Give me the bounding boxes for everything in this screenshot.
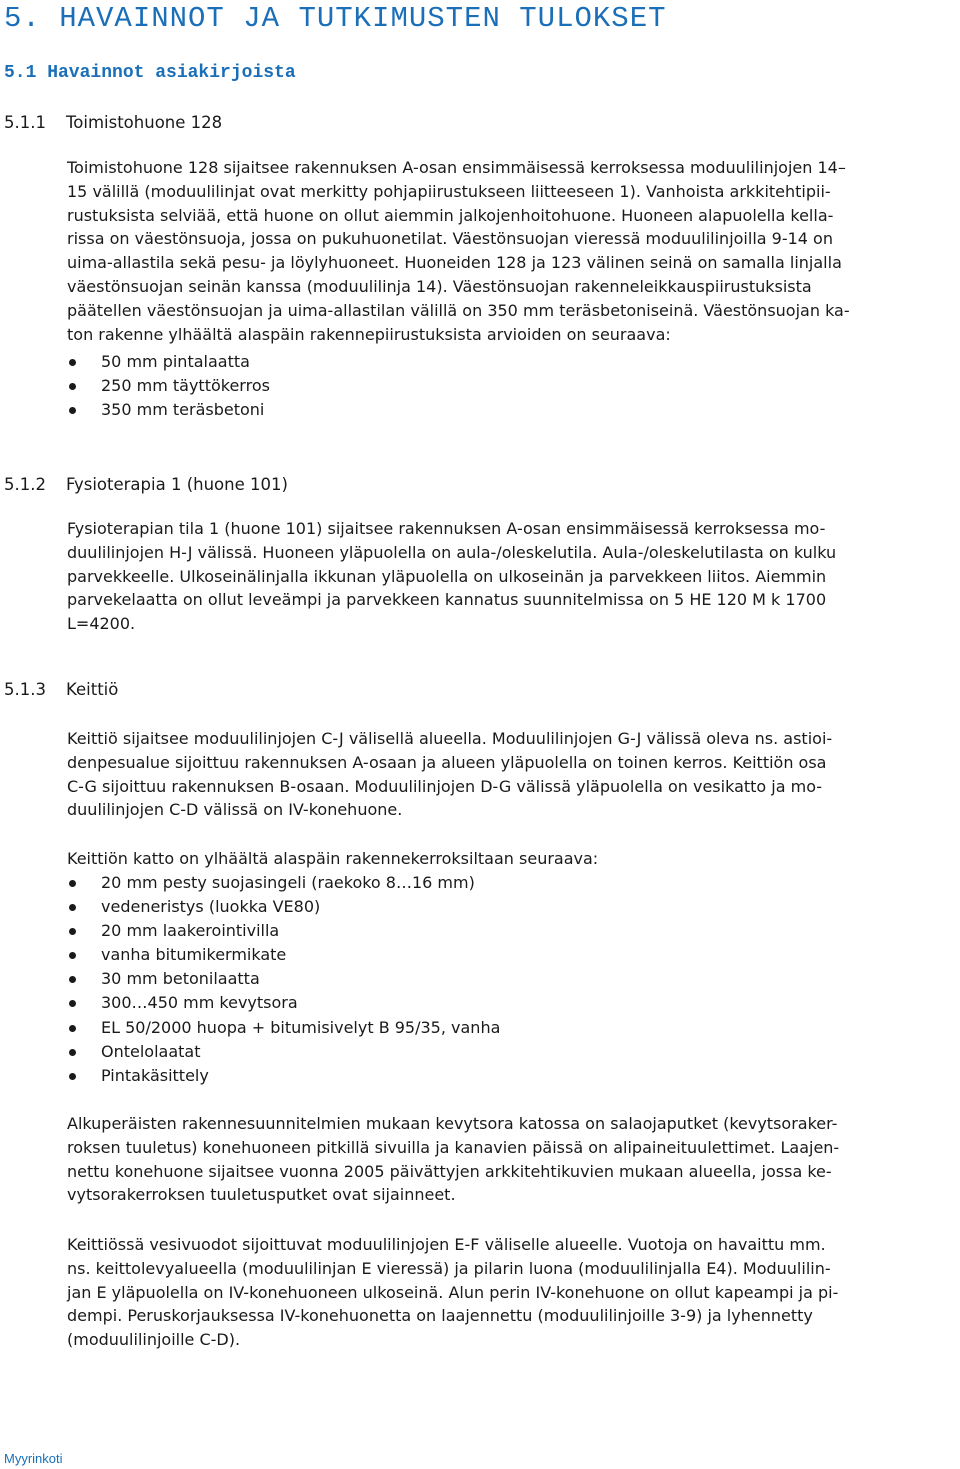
text-line: Keittiössä vesivuodot sijoittuvat moduulilinjojen E-F väliselle alueelle. Vuotoja on havaittu mm. [67, 1235, 826, 1254]
bullet-icon [69, 1025, 76, 1032]
paragraph-fysioterapia [67, 517, 957, 636]
subsection-title: Fysioterapia 1 (huone 101) [66, 475, 288, 494]
text-line: dempi. Peruskorjauksessa IV-konehuonetta on laajennettu (moduulilinjoille 3-9) ja lyhennetty [67, 1306, 813, 1326]
list-item: 300…450 mm kevytsora [67, 991, 500, 1015]
subsection-heading-5-1-2 [4, 475, 288, 494]
text-line: jan E yläpuolella on IV-konehuoneen ulkoseinä. Alun perin IV-konehuone on ollut kapeampi ja pi- [67, 1282, 839, 1302]
paragraph-toimistohuone [67, 156, 957, 346]
text-line: denpesualue sijoittuu rakennuksen A-osaan ja alueen yläpuolella on toinen kerros. Keittiön osa [67, 752, 827, 772]
paragraph-keittio-4 [67, 1233, 957, 1352]
text-line: L=4200. [67, 614, 136, 634]
text-line: Keittiö sijaitsee moduulilinjojen C-J välisellä alueella. Moduulilinjojen G-J välissä oleva ns. astioi- [67, 729, 833, 748]
list-item: 20 mm laakerointivilla [67, 919, 500, 943]
text-line: rissa on väestönsuoja, jossa on pukuhuonetilat. Väestönsuojan vieressä moduulilinjoilla 9-14 on [67, 229, 833, 249]
text-line: C-G sijoittuu rakennuksen B-osaan. Moduulilinjojen D-G välissä yläpuolella on vesikatto ja mo- [67, 776, 823, 796]
text-line: ns. keittolevyalueella (moduulilinjan E vieressä) ja pilarin luona (moduulilinjalla E4). Moduulilin- [67, 1258, 831, 1278]
text-line: vytsorakerroksen tuuletusputket ovat sijainneet. [67, 1185, 456, 1205]
bullet-icon [69, 952, 76, 959]
text-line: ton rakenne ylhäältä alaspäin rakennepiirustuksista arvioiden on seuraava: [67, 324, 671, 344]
list-item: 30 mm betonilaatta [67, 967, 500, 991]
footer-text: Myyrinkoti [4, 1451, 63, 1466]
list-item: vedeneristys (luokka VE80) [67, 895, 500, 919]
text-line: rustuksista selviää, että huone on ollut aiemmin jalkojenhoitohuone. Huoneen alapuolella kella- [67, 205, 834, 225]
paragraph-keittio-2 [67, 847, 957, 871]
text-line: väestönsuojan seinän kanssa (moduulilinja 14). Väestönsuojan rakenneleikkauspiirustuksista [67, 276, 812, 296]
bullet-icon [69, 880, 76, 887]
paragraph-keittio-1 [67, 727, 957, 822]
text-line: roksen tuuletus) konehuoneen pitkillä sivuilla ja kanavien päissä on alipaineituulettimet. Laajen- [67, 1137, 840, 1157]
bullet-icon [69, 359, 76, 366]
list-item: Ontelolaatat [67, 1040, 500, 1064]
bullet-icon [69, 407, 76, 414]
list-item: 20 mm pesty suojasingeli (raekoko 8…16 mm) [67, 871, 500, 895]
bullet-list-vss-roof [67, 350, 270, 422]
subsection-heading-5-1-1 [4, 113, 222, 132]
bullet-icon [69, 928, 76, 935]
bullet-icon [69, 383, 76, 390]
list-item: vanha bitumikermikate [67, 943, 500, 967]
text-line: uima-allastila sekä pesu- ja löylyhuoneet. Huoneiden 128 ja 123 välinen seinä on samalla linjalla [67, 253, 842, 273]
list-item: Pintakäsittely [67, 1064, 500, 1088]
list-item: EL 50/2000 huopa + bitumisivelyt B 95/35, vanha [67, 1016, 500, 1040]
subsection-number: 5.1.1 [4, 113, 46, 132]
list-item: 50 mm pintalaatta [67, 350, 270, 374]
subsection-title: Keittiö [66, 680, 119, 699]
bullet-icon [69, 904, 76, 911]
text-line: Fysioterapian tila 1 (huone 101) sijaitsee rakennuksen A-osan ensimmäisessä kerroksessa mo- [67, 519, 826, 538]
bullet-icon [69, 1000, 76, 1007]
subsection-number: 5.1.2 [4, 475, 46, 494]
text-line: duulilinjojen H-J välissä. Huoneen yläpuolella on aula-/oleskelutila. Aula-/oleskelutilasta on kulku [67, 542, 837, 562]
paragraph-keittio-3 [67, 1112, 957, 1207]
text-line: parvekkeelle. Ulkoseinälinjalla ikkunan yläpuolella on ulkoseinän ja parvekkeen liitos. Aiemmin [67, 566, 827, 586]
subsection-number: 5.1.3 [4, 680, 46, 699]
text-line: (moduulilinjoille C-D). [67, 1330, 241, 1350]
section-heading: 5.1 Havainnot asiakirjoista [4, 63, 296, 83]
bullet-icon [69, 1049, 76, 1056]
subsection-heading-5-1-3 [4, 680, 118, 699]
text-line: nettu konehuone sijaitsee vuonna 2005 päivättyjen arkkitehtikuvien mukaan alueella, jossa ke- [67, 1161, 832, 1181]
bullet-list-kitchen-roof [67, 871, 500, 1088]
text-line: 15 välillä (moduulilinjat ovat merkitty pohjapiirustukseen liitteeseen 1). Vanhoista arkkitehtipii- [67, 181, 831, 201]
text-line: duulilinjojen C-D välissä on IV-konehuone. [67, 800, 403, 820]
bullet-icon [69, 1073, 76, 1080]
chapter-heading: 5. HAVAINNOT JA TUTKIMUSTEN TULOKSET [4, 2, 667, 35]
text-line: Keittiön katto on ylhäältä alaspäin rakennekerroksiltaan seuraava: [67, 849, 599, 868]
list-item: 350 mm teräsbetoni [67, 398, 270, 422]
text-line: Alkuperäisten rakennesuunnitelmien mukaan kevytsora katossa on salaojaputket (kevytsoraker- [67, 1114, 838, 1133]
list-item: 250 mm täyttökerros [67, 374, 270, 398]
bullet-icon [69, 976, 76, 983]
text-line: Toimistohuone 128 sijaitsee rakennuksen A-osan ensimmäisessä kerroksessa moduulilinjojen 14– [67, 158, 846, 177]
subsection-title: Toimistohuone 128 [66, 113, 223, 132]
text-line: parvekelaatta on ollut leveämpi ja parvekkeen kannatus suunnitelmissa on 5 HE 120 M k 1700 [67, 590, 827, 610]
text-line: päätellen väestönsuojan ja uima-allastilan välillä on 350 mm teräsbetoniseinä. Väestönsuojan ka- [67, 300, 850, 320]
